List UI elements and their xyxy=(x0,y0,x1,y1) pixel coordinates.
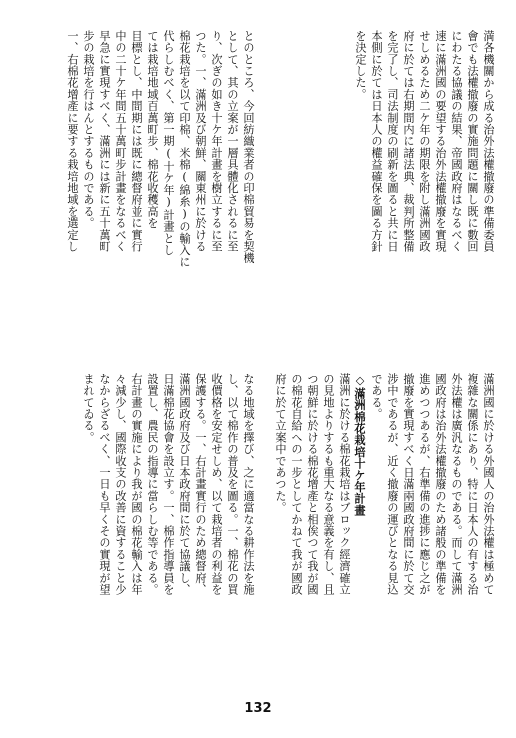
text-column: 外法權は廣汎なるものである。而して滿洲 xyxy=(450,373,463,596)
text-column: 進めつつあるが、右準備の進捗に應じ之が xyxy=(418,373,431,596)
text-column: 保護する。一、右計畫實行のため總督府、 xyxy=(194,373,207,596)
text-column: 涉中であるが、近く撤廢の運びとなる見込 xyxy=(386,373,399,596)
text-block-top-left xyxy=(22,30,256,308)
text-column: 國政府は治外法權撤廢のため諸般の準備を xyxy=(434,373,447,596)
text-column: を完了し、司法制度の刷新を圖ると共に日 xyxy=(386,30,399,253)
text-column: まれてゐる。 xyxy=(82,373,95,444)
text-column: 設置し、農民の指導に當らしむ等である。 xyxy=(146,373,159,596)
text-column: にわたる協議の結果、帝國政府はなるべく xyxy=(450,30,463,253)
text-column: 一、右棉花增產に要する栽培地域を選定し xyxy=(66,30,79,253)
text-column: 府に於て立案中であつた。 xyxy=(274,373,287,514)
text-column: 撤廢を實現すべく日滿兩國政府間に於て交 xyxy=(402,373,415,596)
text-column: 早急に實現すべく、滿洲には新に五十萬町 xyxy=(98,30,111,253)
text-column: 満各機關から成る治外法權撤廢の準備委員 xyxy=(482,30,495,253)
text-column: 複雜な關係にあり、特に日本人の有する治 xyxy=(466,373,479,596)
text-column: 本側に於ては日本人の權益確保を圖る方針 xyxy=(370,30,383,253)
text-column: せしめるため二ケ年の期限を附し滿洲國政 xyxy=(418,30,431,253)
text-column: し、以て棉作の普及を圖る。一、棉花の買 xyxy=(226,373,239,596)
text-column: 滿洲國政府及び日本政府間に於て協議し、 xyxy=(178,373,191,596)
text-column: なからざるべく、一日も早くその實現が望 xyxy=(98,373,111,596)
text-column: 代らしむべく、第一期(十ケ年)計畫とし xyxy=(162,30,175,256)
text-column: ては栽培地域百萬町步、棉花收穫高を xyxy=(146,30,159,229)
text-column: 棉花栽培を以て印棉、米棉(綿糸)の輸入に xyxy=(178,30,191,268)
text-column: つ朝鮮に於ける棉花增產と相俟つて我が國 xyxy=(306,373,319,596)
text-column: 中の二十ケ年間五十萬町步計畫をなるべく xyxy=(114,30,127,253)
text-column: の棉花自給への一步としてかねて我が國政 xyxy=(290,373,303,596)
text-column: つた。一、滿洲及び朝鮮、關東州に於ける xyxy=(194,30,207,253)
text-column: 目標とし、中間期には既に總督府並に實行 xyxy=(130,30,143,253)
text-column: 速に滿洲國の要望する治外法權撤廢を實現 xyxy=(434,30,447,253)
text-block-bottom-left xyxy=(22,373,256,663)
text-column: 滿洲に於ける棉花栽培はブロック經濟確立 xyxy=(338,373,351,596)
text-column: 日滿棉花協會を設立す。一、棉作指導員を xyxy=(162,373,175,596)
text-column: 收價格を安定せしめ、以て栽培者の利益を xyxy=(210,373,223,596)
page-number: 132 xyxy=(244,701,272,716)
text-column: 右計畫の實施により我が國の棉花輸入は年 xyxy=(130,373,143,596)
text-column: の見地よりするも重大なる意義を有し、且 xyxy=(322,373,335,596)
text-column: 々減少し、國際收支の改善に資すること少 xyxy=(114,373,127,596)
text-column: を決定した。 xyxy=(354,30,367,101)
text-column: 步の栽培を行はんとするものである。 xyxy=(82,30,95,229)
text-column: とのところ、今回紡織業者の印棉貿易を契機 xyxy=(242,30,255,264)
text-block-top-right xyxy=(262,30,496,308)
text-column: なる地域を擇び、之に適當なる耕作法を施 xyxy=(242,373,255,596)
text-column: 滿洲國に於ける外國人の治外法權は極めて xyxy=(482,373,495,596)
text-column: 會でも法權撤廢の實施問題に關し既に數回 xyxy=(466,30,479,253)
text-column: 府に於ては右期間内に諸法典、裁判所整備 xyxy=(402,30,415,253)
text-column: として、其の立案が一層具體化されるに至 xyxy=(226,30,239,253)
text-column: り、次ぎの如き十ケ年計畫を樹立するに至 xyxy=(210,30,223,253)
text-column: である。 xyxy=(370,373,383,420)
text-block-bottom-right xyxy=(262,373,496,663)
section-heading: ◇滿洲棉花栽培十ケ年計畫 xyxy=(353,373,367,517)
